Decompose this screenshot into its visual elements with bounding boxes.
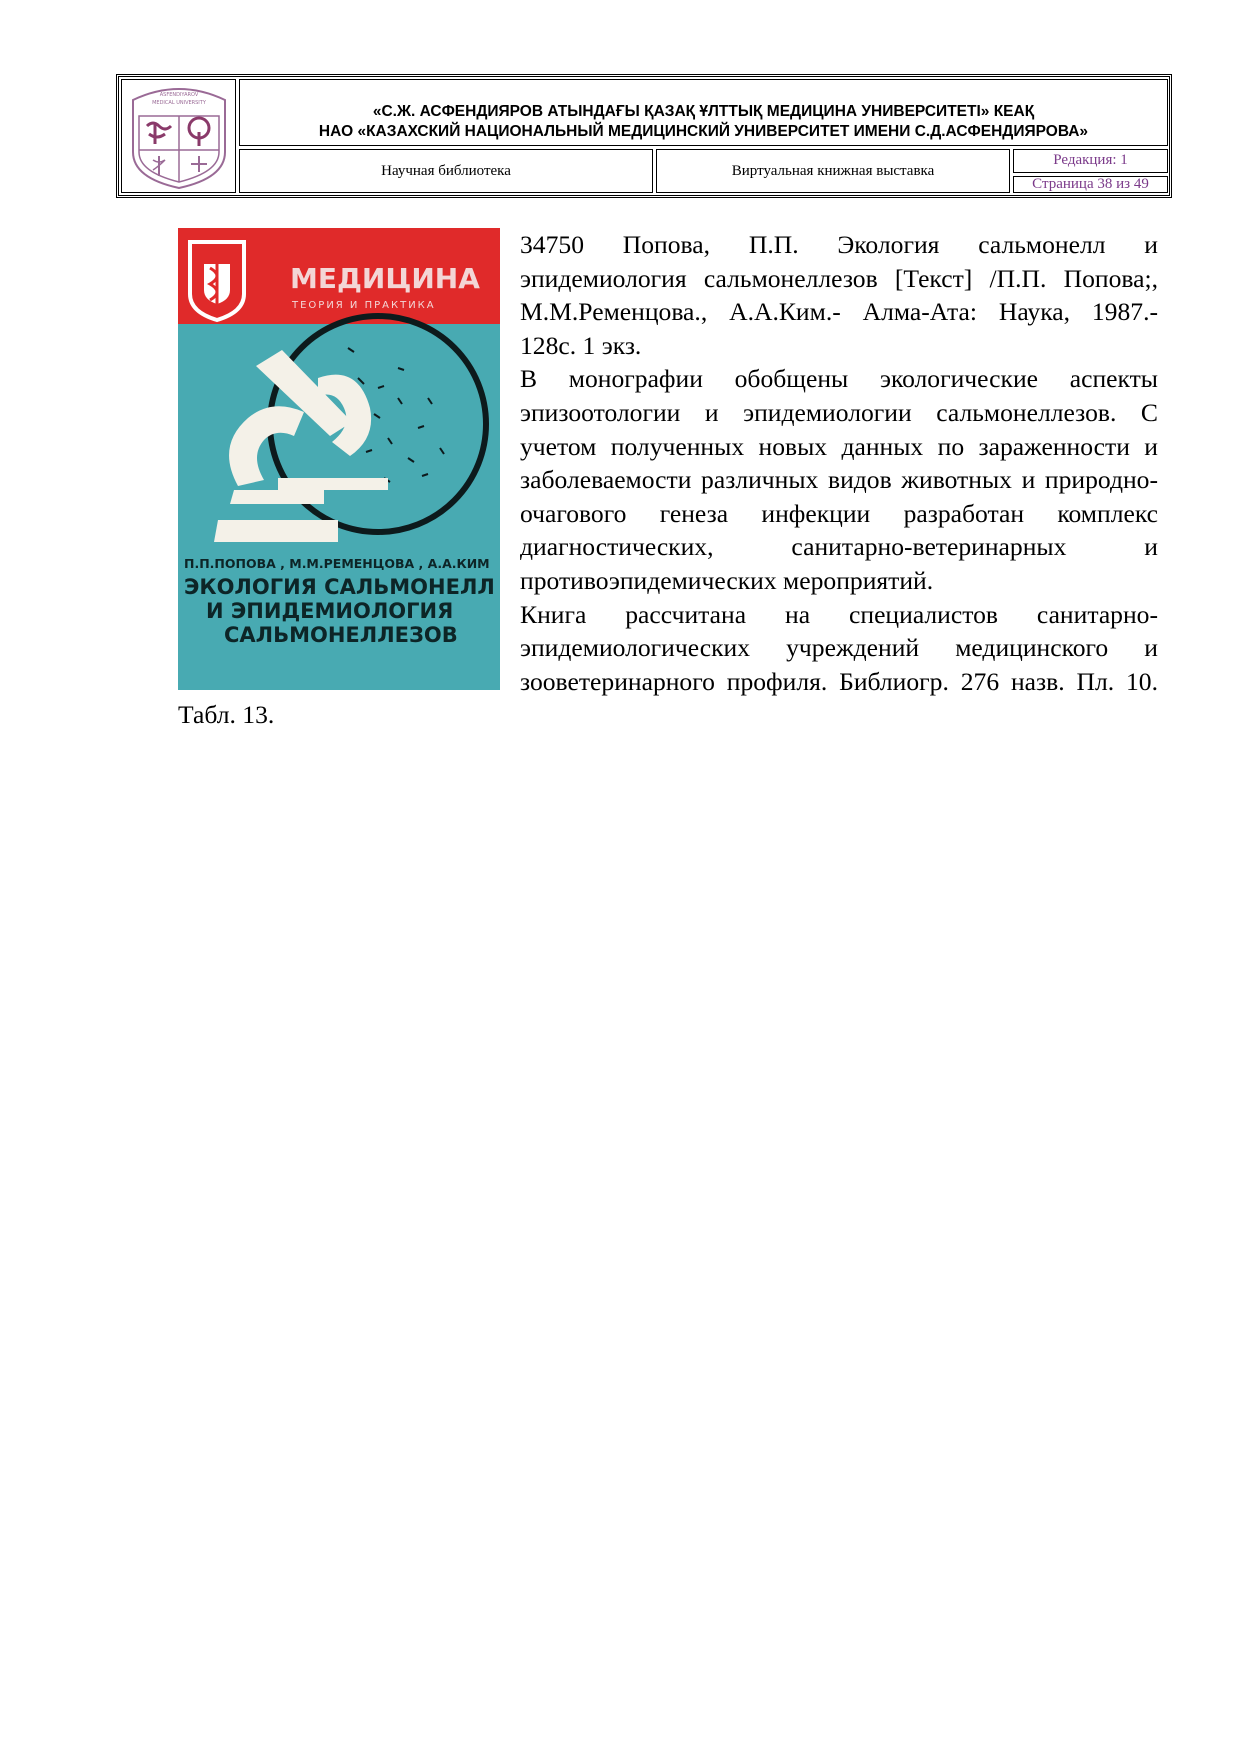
- edition-label: Редакция: 1: [1013, 149, 1168, 173]
- cover-series-sub: ТЕОРИЯ И ПРАКТИКА: [292, 300, 436, 311]
- svg-text:ASFENDIYAROV: ASFENDIYAROV: [159, 92, 198, 98]
- document-header: [116, 74, 1172, 198]
- cover-series-text: МЕДИЦИНА: [290, 262, 480, 295]
- book-citation: 34750 Попова, П.П. Экология сальмонелл и эпидемиология сальмонеллезов [Текст] /П.П. Попова;, М.М.Ременцова., А.А.Ким.- Алма-Ата: Наука, 1987.- 128с. 1 экз.: [520, 230, 1158, 360]
- book-audience: Книга рассчитана на специалистов санитарно-эпидемиологических учреждений медицинского и зооветеринарного профиля. Библиогр. 276 назв. Пл. 10. Табл. 13.: [178, 599, 1158, 730]
- cover-title-line1: ЭКОЛОГИЯ САЛЬМОНЕЛЛ: [184, 575, 495, 599]
- library-name: Научная библиотека: [239, 149, 653, 193]
- university-title: [239, 79, 1168, 146]
- page-counter: Страница 38 из 49: [1013, 176, 1168, 193]
- cover-title-line2: И ЭПИДЕМИОЛОГИЯ: [206, 599, 454, 623]
- university-logo: [121, 79, 236, 193]
- book-annotation: В монографии обобщены экологические аспекты эпизоотологии и эпидемиологии сальмонеллезов. С учетом полученных новых данных по зараженности и заболеваемости различных видов животных и природно-очагового генеза инфекции разработан комплекс диагностических, санитарно-ветеринарных и противоэпидемических мероприятий.: [520, 364, 1158, 595]
- book-entry: [178, 228, 1158, 732]
- cover-spacer: [178, 228, 520, 698]
- exhibition-name: Виртуальная книжная выставка: [656, 149, 1010, 193]
- cover-authors: П.П.ПОПОВА , М.М.РЕМЕНЦОВА , А.А.КИМ: [184, 556, 490, 571]
- title-russian: НАО «КАЗАХСКИЙ НАЦИОНАЛЬНЫЙ МЕДИЦИНСКИЙ УНИВЕРСИТЕТ ИМЕНИ С.Д.АСФЕНДИЯРОВА»: [318, 123, 1089, 140]
- university-emblem-icon: [125, 82, 233, 190]
- title-kazakh: «С.Ж. АСФЕНДИЯРОВ АТЫНДАҒЫ ҚАЗАҚ ҰЛТТЫҚ МЕДИЦИНА УНИВЕРСИТЕТІ» КЕАҚ: [372, 103, 1035, 120]
- cover-title-line3: САЛЬМОНЕЛЛЕЗОВ: [224, 623, 458, 647]
- svg-text:MEDICAL UNIVERSITY: MEDICAL UNIVERSITY: [151, 100, 206, 106]
